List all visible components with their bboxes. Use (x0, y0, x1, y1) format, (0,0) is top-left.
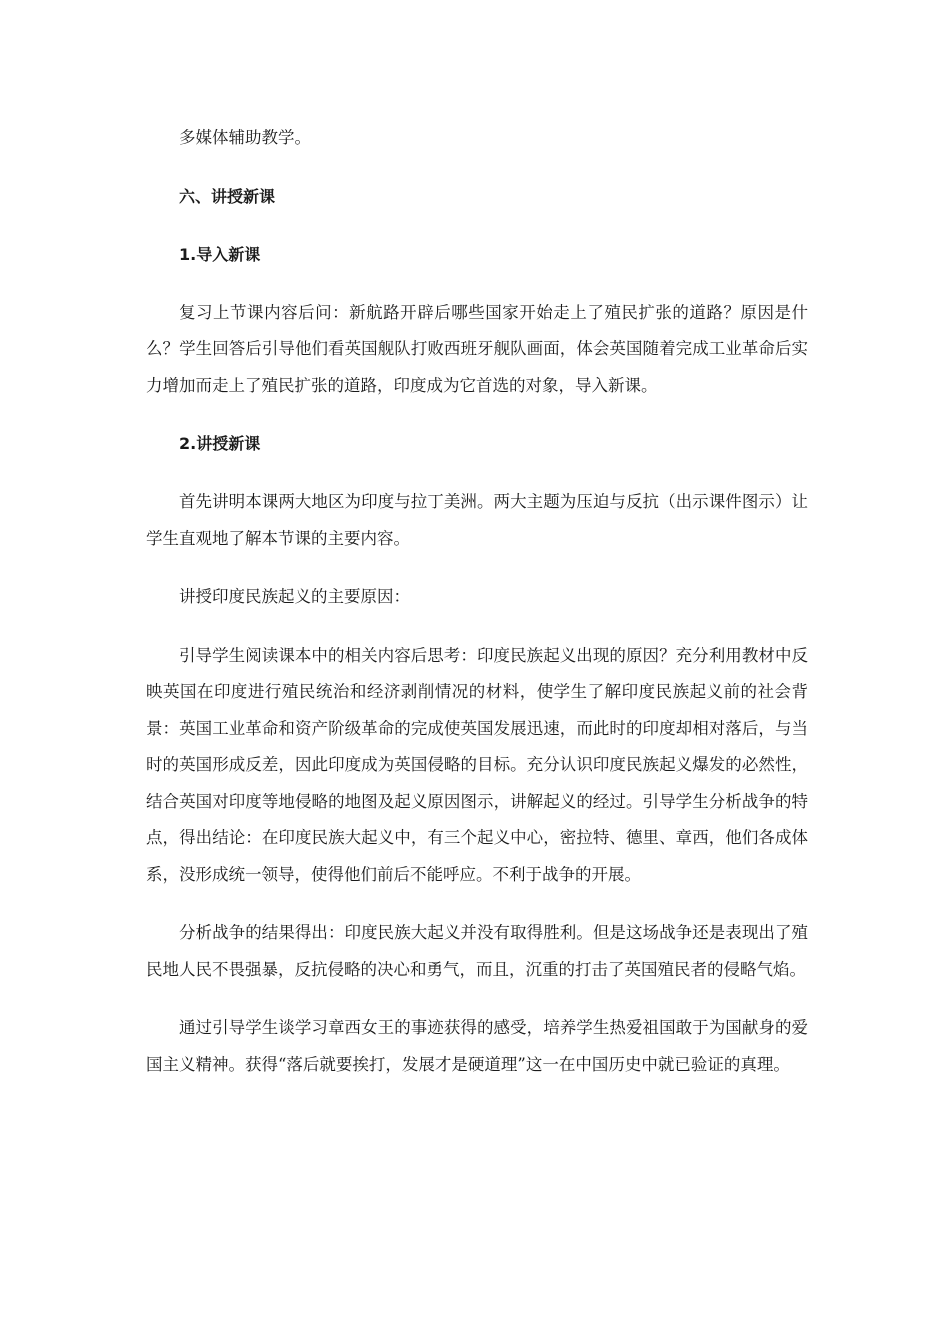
paragraph-patriotism: 通过引导学生谈学习章西女王的事迹获得的感受，培养学生热爱祖国敢于为国献身的爱国主义精神。获得“落后就要挨打，发展才是硬道理”这一在中国历史中就已验证的真理。 (146, 1018, 808, 1074)
paragraph-guide: 引导学生阅读课本中的相关内容后思考：印度民族起义出现的原因？充分利用教材中反映英国在印度进行殖民统治和经济剥削情况的材料，使学生了解印度民族起义前的社会背景：英国工业革命和资产阶级革命的完成使英国发展迅速，而此时的印度却相对落后，与当时的英国形成反差，因此印度成为英国侵略的目标。充分认识印度民族起义爆发的必然性，结合英国对印度等地侵略的地图及起义原因图示，讲解起义的经过。引导学生分析战争的特点，得出结论：在印度民族大起义中，有三个起义中心，密拉特、德里、章西，他们各成体系，没形成统一领导，使得他们前后不能呼应。不利于战争的开展。 (146, 645, 808, 884)
section-heading-6: 六、讲授新课 (179, 186, 276, 206)
subheading-teaching: 2.讲授新课 (179, 434, 261, 453)
paragraph-result: 分析战争的结果得出：印度民族大起义并没有取得胜利。但是这场战争还是表现出了殖民地人民不畏强暴，反抗侵略的决心和勇气，而且，沉重的打击了英国殖民者的侵略气焰。 (146, 923, 808, 979)
paragraph-cause-title: 讲授印度民族起义的主要原因： (179, 587, 410, 606)
paragraph-intro: 复习上节课内容后问：新航路开辟后哪些国家开始走上了殖民扩张的道路？原因是什么？学生回答后引导他们看英国舰队打败西班牙舰队画面，体会英国随着完成工业革命后实力增加而走上了殖民扩张的道路，印度成为它首选的对象，导入新课。 (146, 302, 808, 395)
subheading-intro: 1.导入新课 (179, 244, 261, 264)
paragraph-overview: 首先讲明本课两大地区为印度与拉丁美洲。两大主题为压迫与反抗（出示课件图示）让学生直观地了解本节课的主要内容。 (146, 492, 808, 548)
document-body (146, 120, 808, 1083)
paragraph-media: 多媒体辅助教学。 (179, 128, 311, 147)
